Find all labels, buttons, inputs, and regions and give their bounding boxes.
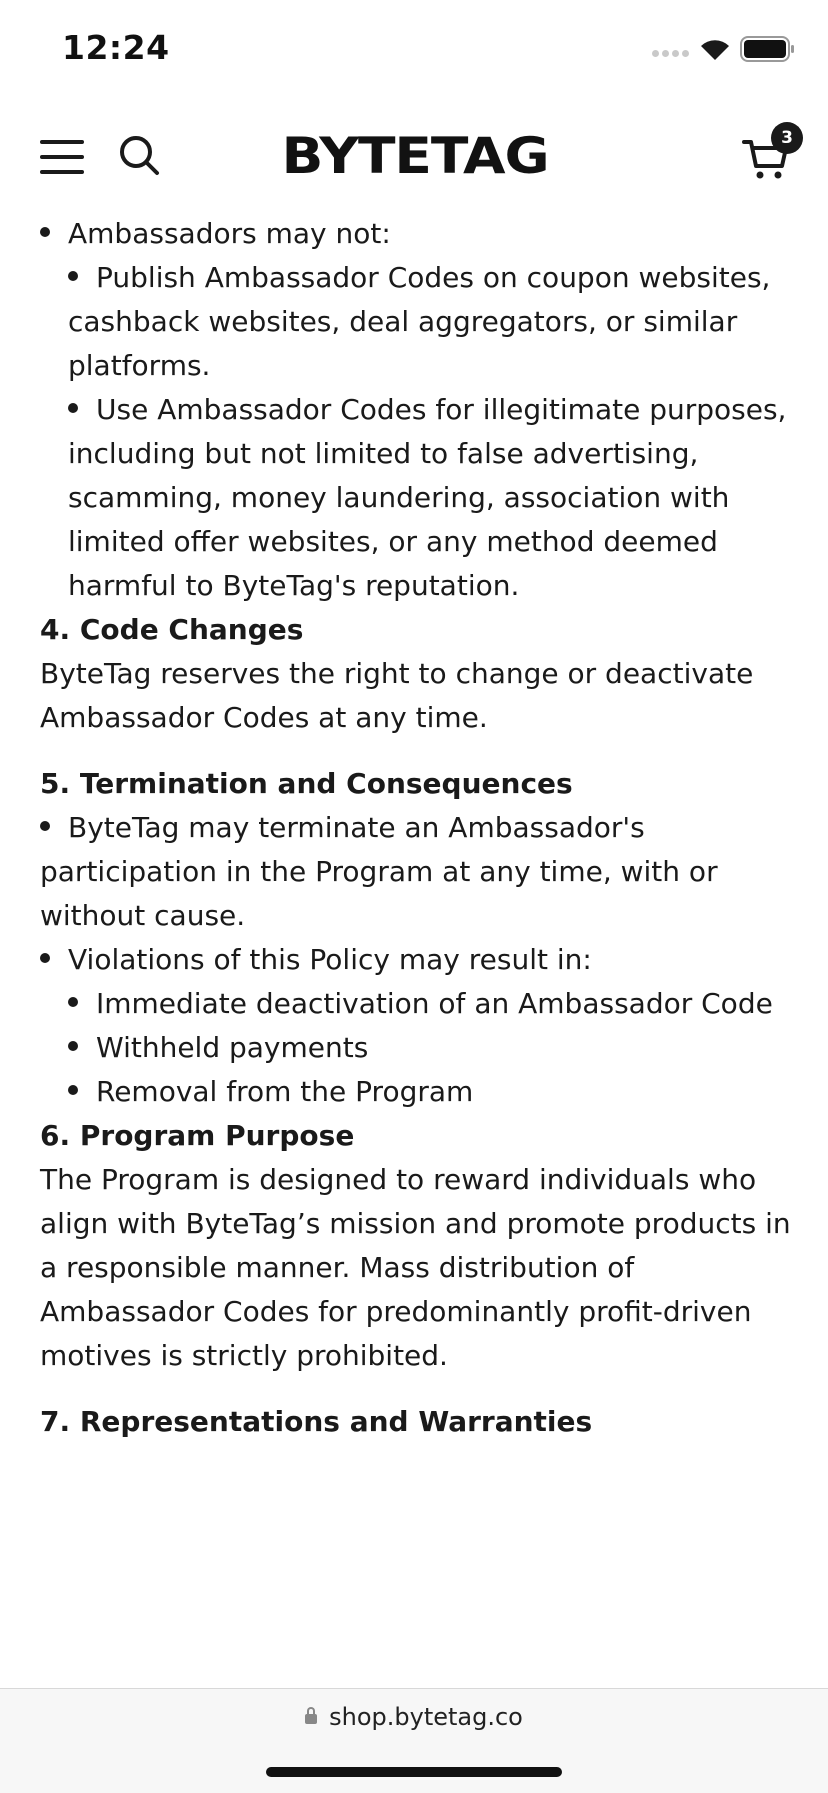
item-text: Removal from the Program (96, 1075, 474, 1108)
list-item (40, 982, 800, 1026)
browser-address-bar[interactable] (0, 1688, 828, 1793)
status-time: 12:24 (62, 28, 170, 67)
url-display[interactable] (0, 1703, 828, 1731)
section-heading (40, 1400, 800, 1444)
status-bar (0, 0, 828, 100)
battery-icon (740, 36, 796, 62)
heading-text: 5. Termination and Consequences (40, 767, 573, 800)
section-heading (40, 608, 800, 652)
item-text: Violations of this Policy may result in: (68, 943, 592, 976)
list-item (40, 388, 800, 608)
item-text: The Program is designed to reward individuals who align with ByteTag’s mission and promote products in a responsible manner. Mass distribution of Ambassador Codes for predominantly profit-driven motives is strictly prohibited. (40, 1163, 791, 1372)
cart-count-badge: 3 (771, 122, 803, 154)
bullet-icon (68, 403, 78, 413)
paragraph (40, 1158, 800, 1378)
item-text: Publish Ambassador Codes on coupon websites, cashback websites, deal aggregators, or similar platforms. (68, 261, 771, 382)
url-text: shop.bytetag.co (329, 1703, 523, 1731)
item-text: Ambassadors may not: (68, 217, 391, 250)
menu-icon[interactable] (40, 140, 84, 174)
bullet-icon (68, 271, 78, 281)
search-icon[interactable] (118, 134, 160, 176)
heading-text: 4. Code Changes (40, 613, 304, 646)
item-text: ByteTag reserves the right to change or deactivate Ambassador Codes at any time. (40, 657, 754, 734)
home-indicator[interactable] (266, 1767, 562, 1777)
section-heading (40, 1114, 800, 1158)
bullet-icon (40, 821, 50, 831)
list-item (40, 212, 800, 256)
list-item (40, 1070, 800, 1114)
paragraph (40, 652, 800, 740)
bullet-icon (40, 953, 50, 963)
policy-content (40, 212, 800, 1444)
list-item (40, 806, 800, 938)
item-text: Withheld payments (96, 1031, 369, 1064)
bullet-icon (68, 1041, 78, 1051)
wifi-icon (697, 34, 733, 62)
item-text: ByteTag may terminate an Ambassador's participation in the Program at any time, with or without cause. (40, 811, 718, 932)
bullet-icon (68, 997, 78, 1007)
item-text: Immediate deactivation of an Ambassador Code (96, 987, 773, 1020)
list-item (40, 938, 800, 982)
list-item (40, 1026, 800, 1070)
cellular-signal-icon (652, 50, 689, 57)
lock-icon (305, 1714, 317, 1724)
brand-logo[interactable]: BYTETAG (281, 127, 549, 185)
bullet-icon (68, 1085, 78, 1095)
heading-text: 6. Program Purpose (40, 1119, 355, 1152)
item-text: Use Ambassador Codes for illegitimate purposes, including but not limited to false advertising, scamming, money laundering, association with limited offer websites, or any method deemed harmful to ByteTag's reputation. (68, 393, 787, 602)
section-heading (40, 762, 800, 806)
list-item (40, 256, 800, 388)
bullet-icon (40, 227, 50, 237)
site-header (0, 110, 828, 210)
heading-text: 7. Representations and Warranties (40, 1405, 593, 1438)
